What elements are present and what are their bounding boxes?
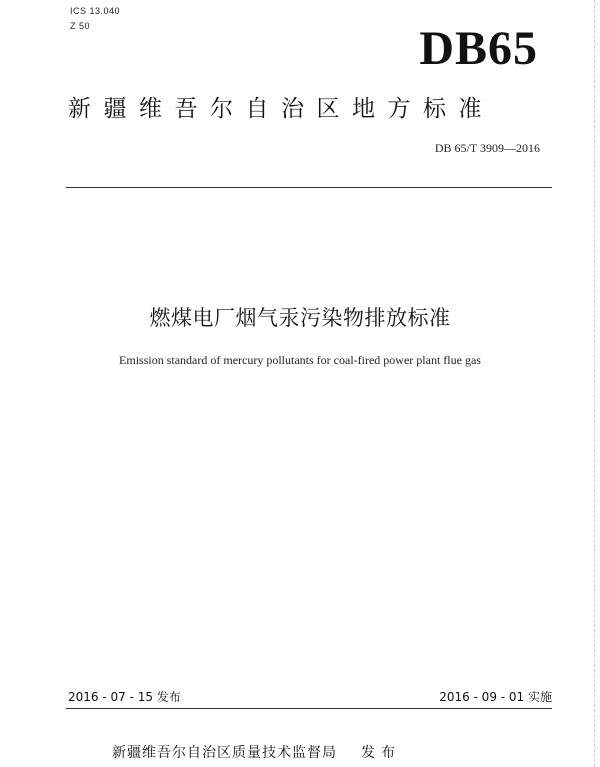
- issue-date: 2016 - 07 - 15 发布: [68, 690, 181, 704]
- standard-number: DB 65/T 3909—2016: [434, 141, 540, 155]
- header-divider: [66, 187, 552, 188]
- issuing-authority: [112, 742, 401, 762]
- footer-divider: [66, 708, 552, 709]
- title-english: Emission standard of mercury pollutants for coal-fired power plant flue gas: [119, 353, 481, 367]
- implementation-date: 2016 - 09 - 01 实施: [439, 690, 552, 704]
- standard-code-logo: DB65: [419, 22, 538, 75]
- scan-edge-line: [594, 0, 597, 767]
- standard-type-heading: 新疆维吾尔自治区地方标准: [68, 96, 494, 122]
- issue-action: 发布: [361, 745, 401, 761]
- ics-code: ICS 13.040: [70, 6, 121, 16]
- ccs-code: Z 50: [70, 21, 91, 31]
- issuer-name: 新疆维吾尔自治区质量技术监督局: [112, 745, 337, 761]
- title-chinese: 燃煤电厂烟气汞污染物排放标准: [149, 306, 451, 330]
